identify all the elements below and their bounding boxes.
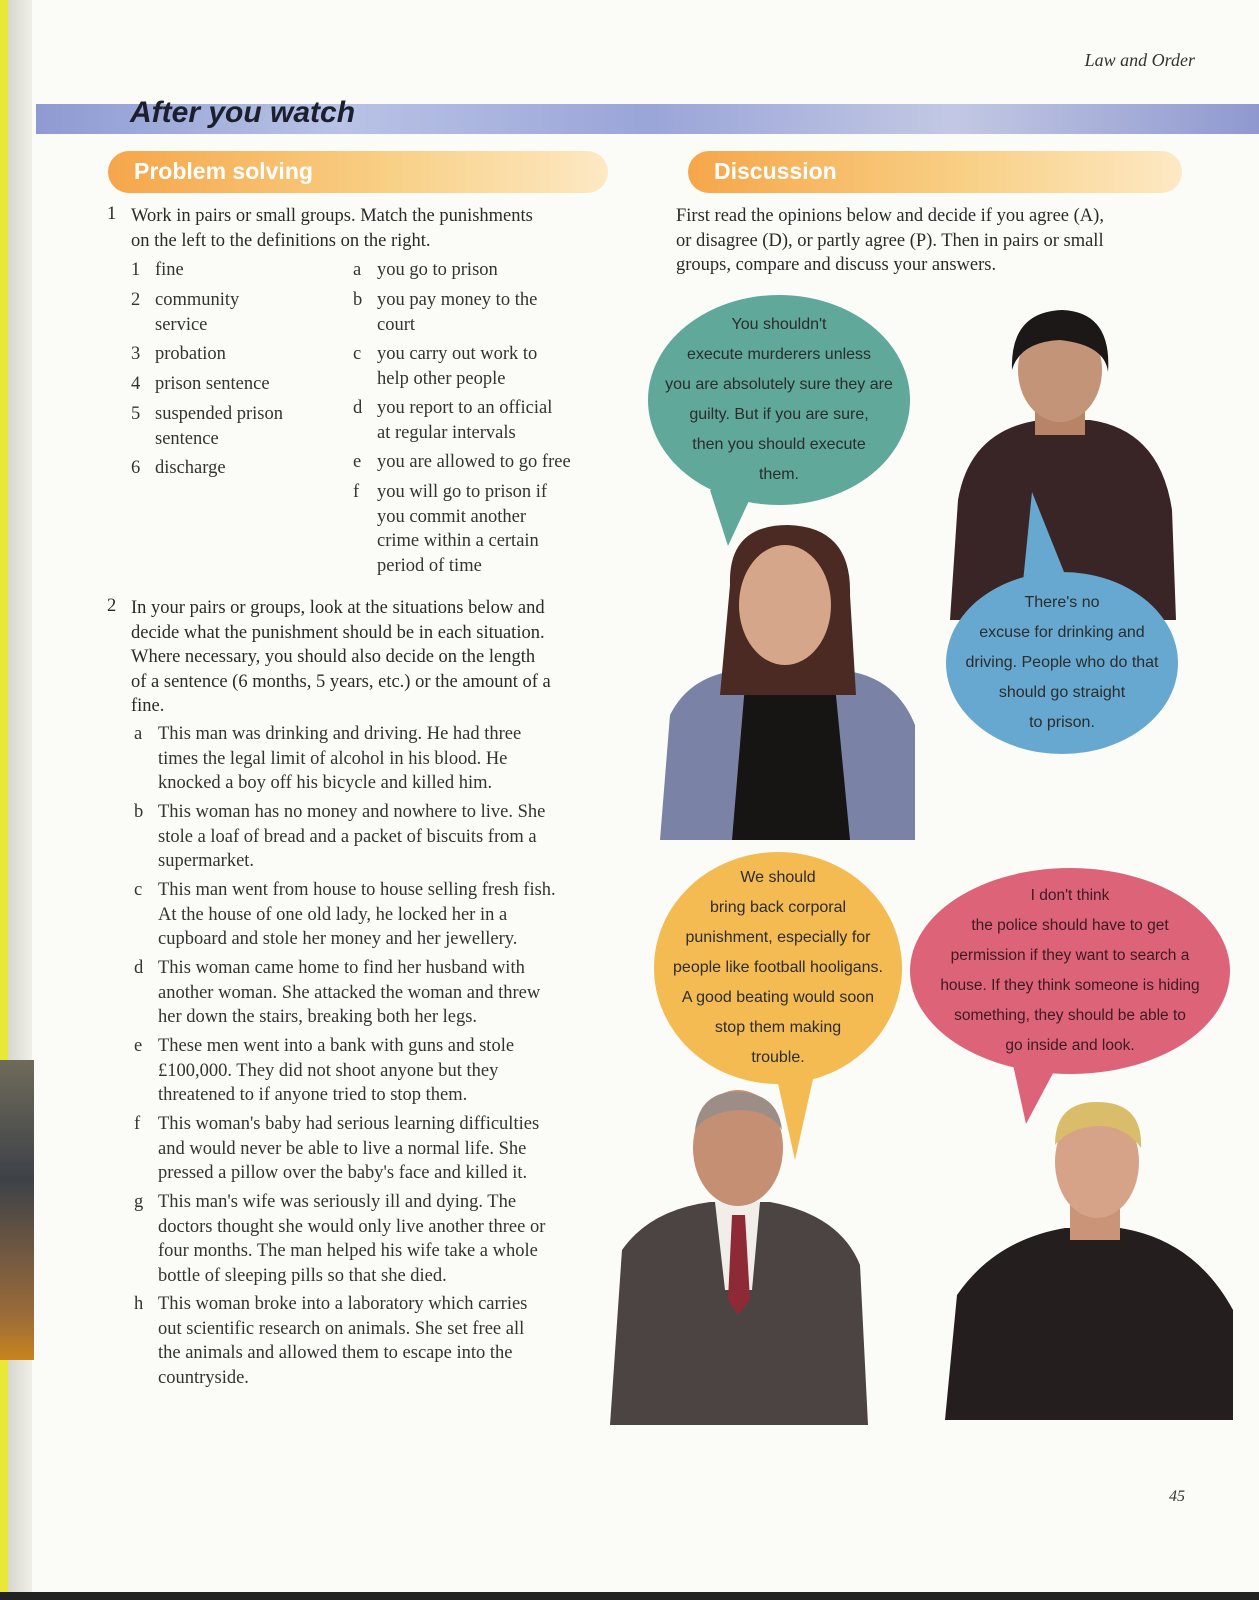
text-line: probation: [155, 344, 226, 364]
text-line: community: [155, 290, 240, 310]
definition-letter: d: [353, 398, 363, 418]
text-line: pressed a pillow over the baby's face and killed it.: [158, 1163, 528, 1183]
definition-letter: b: [353, 290, 363, 310]
adjacent-page-photo: [0, 1060, 34, 1360]
definition-text: [377, 480, 547, 578]
text-line: should go straight: [998, 684, 1126, 701]
text-line: At the house of one old lady, he locked her in a: [158, 904, 508, 925]
text-line: you pay money to the: [377, 290, 538, 310]
text-line: sentence: [155, 428, 219, 449]
opinion-bubble-yellow-tail: [775, 1070, 815, 1160]
young-man-photo: [945, 1100, 1235, 1425]
situation-letter: d: [134, 958, 144, 978]
text-line: then you should execute: [692, 436, 866, 453]
old-man-photo: [610, 1090, 870, 1430]
text-line: at regular intervals: [377, 422, 516, 443]
text-line: of a sentence (6 months, 5 years, etc.) or the amount of a: [131, 671, 551, 692]
punishment-text: [155, 402, 283, 451]
text-line: excuse for drinking and: [979, 624, 1145, 641]
text-line: service: [155, 314, 208, 335]
text-line: In your pairs or groups, look at the situations below and: [131, 598, 545, 618]
opinion-bubble-teal-tail: [710, 490, 754, 546]
text-line: crime within a certain: [377, 531, 539, 551]
text-line: prison sentence: [155, 374, 270, 394]
situation-letter: g: [134, 1192, 144, 1212]
definition-letter: f: [353, 482, 360, 502]
opinion-text: [965, 588, 1158, 738]
text-line: stole a loaf of bread and a packet of biscuits from a: [158, 826, 537, 847]
definition-letter: e: [353, 452, 362, 472]
text-line: These men went into a bank with guns and stole: [158, 1036, 515, 1056]
punishment-number: 6: [131, 458, 141, 478]
situation-text: [158, 1190, 604, 1288]
text-line: four months. The man helped his wife take a whole: [158, 1241, 538, 1261]
definition-letter: c: [353, 344, 362, 364]
text-line: people like football hooligans.: [673, 959, 883, 976]
text-line: This woman came home to find her husband with: [158, 958, 525, 978]
text-line: You shouldn't: [731, 316, 827, 333]
definition-text: [377, 450, 571, 475]
text-line: times the legal limit of alcohol in his blood. He: [158, 748, 508, 769]
definition-text: [377, 258, 498, 283]
text-line: you report to an official: [377, 398, 553, 418]
text-line: threatened to if anyone tried to stop them.: [158, 1085, 468, 1105]
punishment-number: 5: [131, 404, 141, 424]
text-line: Where necessary, you should also decide on the length: [131, 647, 536, 667]
text-line: decide what the punishment should be in each situation.: [131, 622, 545, 643]
text-line: help other people: [377, 368, 506, 389]
text-line: fine: [155, 260, 184, 280]
opinion-text: [673, 863, 883, 1073]
definition-letter: a: [353, 260, 362, 280]
situation-text: [158, 878, 604, 952]
situation-text: [158, 1034, 604, 1108]
text-line: go inside and look.: [1005, 1037, 1135, 1054]
text-line: punishment, especially for: [685, 929, 871, 946]
text-line: the animals and allowed them to escape into the: [158, 1343, 513, 1363]
text-line: A good beating would soon: [681, 989, 875, 1006]
situation-letter: b: [134, 802, 144, 822]
situation-text: [158, 722, 604, 796]
page-gutter: [8, 0, 32, 1600]
text-line: First read the opinions below and decide if you agree (A),: [676, 206, 1104, 226]
exercise-2-number: 2: [107, 596, 117, 616]
text-line: suspended prison: [155, 404, 283, 424]
text-line: This woman has no money and nowhere to live. She: [158, 802, 546, 822]
problem-solving-heading-text: Problem solving: [134, 158, 313, 184]
definition-text: [377, 396, 552, 445]
text-line: bottle of sleeping pills so that she died.: [158, 1265, 447, 1286]
discussion-heading-text: Discussion: [714, 158, 837, 184]
text-line: her down the stairs, breaking both her legs.: [158, 1007, 478, 1027]
situation-letter: f: [134, 1114, 141, 1134]
text-line: This woman's baby had serious learning difficulties: [158, 1114, 540, 1134]
discussion-intro: [676, 204, 1176, 278]
opinion-bubble-blue: [946, 572, 1178, 754]
situation-item: [134, 878, 604, 952]
text-line: supermarket.: [158, 851, 255, 871]
text-line: period of time: [377, 555, 482, 576]
text-line: you carry out work to: [377, 344, 538, 364]
situation-item: [134, 1292, 604, 1390]
punishment-number: 3: [131, 344, 141, 364]
opinion-bubble-yellow: [654, 852, 902, 1084]
text-line: We should: [740, 869, 816, 886]
text-line: I don't think: [1030, 887, 1110, 904]
text-line: house. If they think someone is hiding: [940, 977, 1200, 994]
text-line: groups, compare and discuss your answers.: [676, 255, 997, 275]
punishment-text: [155, 288, 239, 337]
opinion-bubble-pink: [910, 868, 1230, 1074]
section-title: After you watch: [130, 96, 356, 129]
text-line: another woman. She attacked the woman and threw: [158, 982, 541, 1003]
text-line: countryside.: [158, 1367, 249, 1388]
text-line: something, they should be able to: [954, 1007, 1186, 1024]
definition-text: [377, 288, 537, 337]
exercise-1-instruction: [131, 204, 611, 253]
situation-item: [134, 800, 604, 874]
page-edge: [0, 0, 8, 1600]
situation-item: [134, 1190, 604, 1288]
situation-text: [158, 1292, 604, 1390]
situation-text: [158, 800, 604, 874]
exercise-1-number: 1: [107, 204, 117, 224]
text-line: There's no: [1024, 594, 1100, 611]
punishment-text: [155, 372, 270, 397]
text-line: doctors thought she would only live another three or: [158, 1216, 546, 1237]
text-line: you commit another: [377, 506, 526, 527]
text-line: This man's wife was seriously ill and dying. The: [158, 1192, 517, 1212]
text-line: to prison.: [1029, 714, 1095, 731]
opinion-bubble-pink-tail: [1012, 1060, 1060, 1124]
text-line: This man was drinking and driving. He had three: [158, 724, 522, 744]
situation-letter: a: [134, 724, 143, 744]
page-bottom-edge: [0, 1592, 1259, 1600]
text-line: permission if they want to search a: [950, 947, 1190, 964]
text-line: and would never be able to live a normal life. She: [158, 1138, 527, 1159]
text-line: knocked a boy off his bicycle and killed him.: [158, 773, 493, 793]
text-line: trouble.: [751, 1049, 805, 1066]
situation-item: [134, 1112, 604, 1186]
text-line: the police should have to get: [971, 917, 1169, 934]
discussion-heading: [688, 151, 1182, 193]
text-line: fine.: [131, 696, 165, 716]
punishment-text: [155, 258, 184, 283]
text-line: on the left to the definitions on the right.: [131, 230, 431, 251]
opinion-bubble-teal: [648, 295, 910, 505]
girl-photo: [660, 525, 920, 845]
text-line: This man went from house to house selling fresh fish.: [158, 880, 556, 900]
punishment-text: [155, 456, 226, 481]
punishment-number: 1: [131, 260, 141, 280]
text-line: stop them making: [714, 1019, 842, 1036]
text-line: out scientific research on animals. She set free all: [158, 1318, 525, 1339]
exercise-2-instruction: [131, 596, 611, 719]
text-line: bring back corporal: [709, 899, 847, 916]
situation-letter: e: [134, 1036, 143, 1056]
opinion-text: [940, 881, 1199, 1061]
problem-solving-heading: [108, 151, 608, 193]
situation-item: [134, 722, 604, 796]
punishment-number: 2: [131, 290, 141, 310]
text-line: guilty. But if you are sure,: [689, 406, 869, 423]
situation-item: [134, 1034, 604, 1108]
situation-item: [134, 956, 604, 1030]
text-line: driving. People who do that: [965, 654, 1159, 671]
text-line: discharge: [155, 458, 226, 478]
page-number: 45: [1169, 1488, 1185, 1505]
situation-letter: c: [134, 880, 143, 900]
text-line: you will go to prison if: [377, 482, 548, 502]
text-line: you go to prison: [377, 260, 498, 280]
text-line: court: [377, 314, 416, 335]
punishment-text: [155, 342, 226, 367]
situation-text: [158, 956, 604, 1030]
opinion-text: [665, 310, 893, 490]
text-line: or disagree (D), or partly agree (P). Then in pairs or small: [676, 230, 1104, 251]
definition-text: [377, 342, 537, 391]
text-line: you are allowed to go free: [377, 452, 571, 472]
punishment-number: 4: [131, 374, 141, 394]
text-line: them.: [758, 466, 799, 483]
text-line: This woman broke into a laboratory which carries: [158, 1294, 528, 1314]
text-line: cupboard and stole her money and her jewellery.: [158, 929, 518, 949]
text-line: Work in pairs or small groups. Match the punishments: [131, 206, 533, 226]
text-line: £100,000. They did not shoot anyone but they: [158, 1060, 499, 1081]
text-line: execute murderers unless: [686, 346, 872, 363]
running-head: Law and Order: [1084, 50, 1195, 70]
situation-text: [158, 1112, 604, 1186]
text-line: you are absolutely sure they are: [665, 376, 893, 393]
situation-letter: h: [134, 1294, 144, 1314]
